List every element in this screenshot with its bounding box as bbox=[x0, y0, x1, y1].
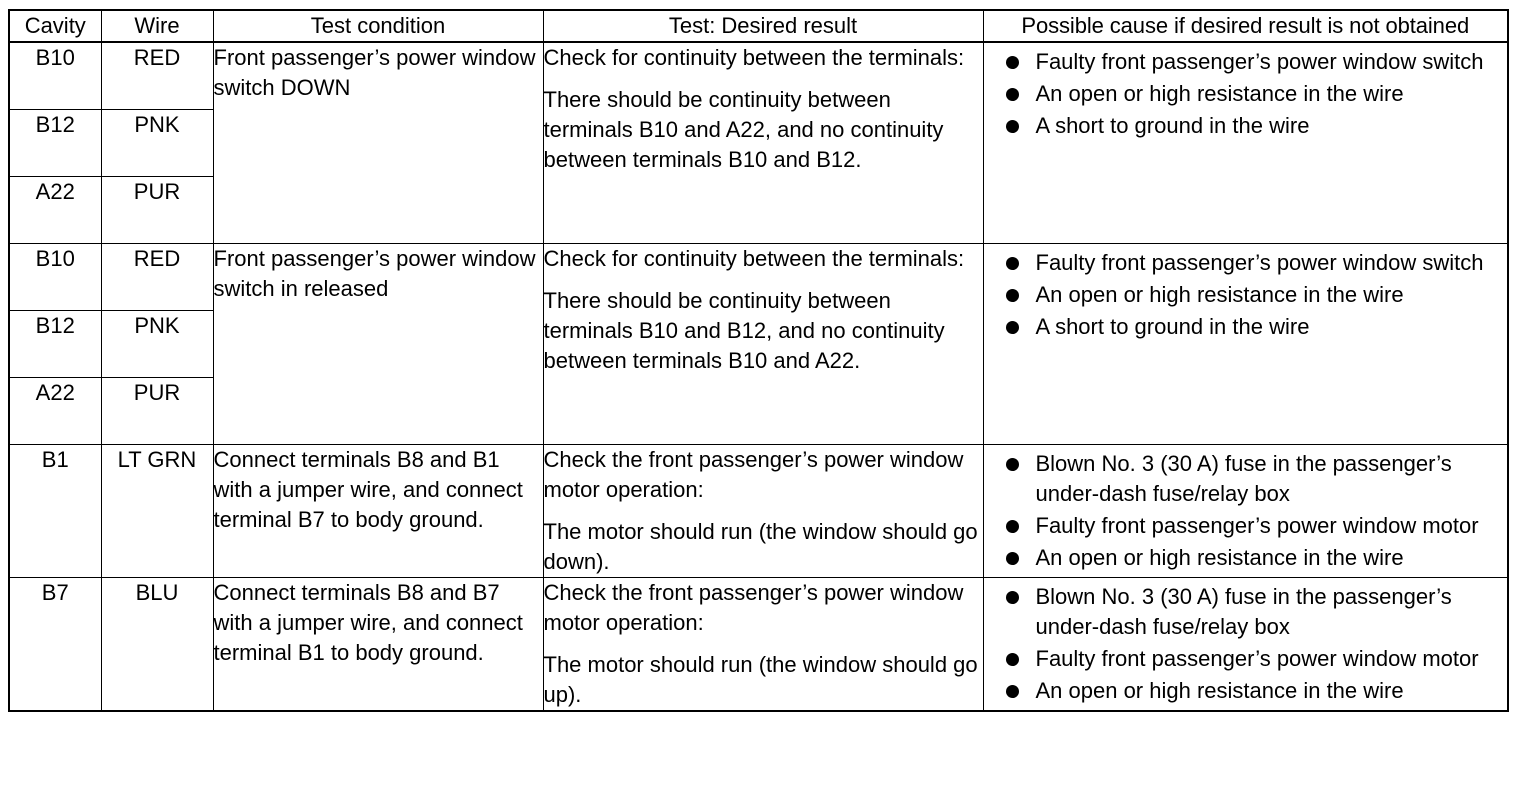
cause-item: Faulty front passenger’s power window switch bbox=[1036, 47, 1504, 77]
bullet-icon bbox=[1006, 56, 1019, 69]
cavity-cell: A22 bbox=[9, 378, 101, 445]
header-possible-cause: Possible cause if desired result is not obtained bbox=[983, 10, 1508, 42]
wire-cell: BLU bbox=[101, 578, 213, 712]
cause-list bbox=[984, 578, 1508, 706]
desired-result-cell bbox=[543, 244, 983, 445]
wire-cell: PNK bbox=[101, 110, 213, 177]
bullet-icon bbox=[1006, 120, 1019, 133]
table-row bbox=[9, 42, 1508, 110]
header-row bbox=[9, 10, 1508, 42]
cavity-cell: B12 bbox=[9, 110, 101, 177]
bullet-icon bbox=[1006, 289, 1019, 302]
wire-cell: PNK bbox=[101, 311, 213, 378]
table-row bbox=[9, 578, 1508, 712]
possible-cause-cell bbox=[983, 445, 1508, 578]
cavity-cell: B1 bbox=[9, 445, 101, 578]
result-detail: There should be continuity between terminals B10 and A22, and no continuity between terminals B10 and B12. bbox=[543, 87, 944, 172]
cause-item: An open or high resistance in the wire bbox=[1036, 676, 1504, 706]
wire-cell: LT GRN bbox=[101, 445, 213, 578]
cause-item: A short to ground in the wire bbox=[1036, 312, 1504, 342]
bullet-icon bbox=[1006, 458, 1019, 471]
bullet-icon bbox=[1006, 88, 1019, 101]
bullet-icon bbox=[1006, 552, 1019, 565]
wire-cell: RED bbox=[101, 42, 213, 110]
desired-result-cell bbox=[543, 445, 983, 578]
bullet-icon bbox=[1006, 321, 1019, 334]
cause-item: Blown No. 3 (30 A) fuse in the passenger’s under-dash fuse/relay box bbox=[1036, 449, 1504, 509]
test-condition-cell: Connect terminals B8 and B7 with a jumper wire, and connect terminal B1 to body ground. bbox=[213, 578, 543, 712]
possible-cause-cell bbox=[983, 244, 1508, 445]
cause-list bbox=[984, 43, 1508, 141]
cavity-cell: B12 bbox=[9, 311, 101, 378]
bullet-icon bbox=[1006, 520, 1019, 533]
test-condition-cell: Front passenger’s power window switch DOWN bbox=[213, 42, 543, 244]
possible-cause-cell bbox=[983, 42, 1508, 244]
table-row bbox=[9, 445, 1508, 578]
wire-cell: RED bbox=[101, 244, 213, 311]
cause-item: An open or high resistance in the wire bbox=[1036, 79, 1504, 109]
cavity-cell: B10 bbox=[9, 244, 101, 311]
bullet-icon bbox=[1006, 591, 1019, 604]
cause-item: Faulty front passenger’s power window motor bbox=[1036, 511, 1504, 541]
result-intro: Check the front passenger’s power window motor operation: bbox=[543, 447, 964, 502]
cause-item: Faulty front passenger’s power window motor bbox=[1036, 644, 1504, 674]
header-wire: Wire bbox=[101, 10, 213, 42]
header-test-condition: Test condition bbox=[213, 10, 543, 42]
test-condition-cell: Connect terminals B8 and B1 with a jumper wire, and connect terminal B7 to body ground. bbox=[213, 445, 543, 578]
wire-cell: PUR bbox=[101, 378, 213, 445]
bullet-icon bbox=[1006, 653, 1019, 666]
cavity-cell: B10 bbox=[9, 42, 101, 110]
cause-item: Blown No. 3 (30 A) fuse in the passenger’s under-dash fuse/relay box bbox=[1036, 582, 1504, 642]
cause-item: An open or high resistance in the wire bbox=[1036, 543, 1504, 573]
header-desired-result: Test: Desired result bbox=[543, 10, 983, 42]
cause-list bbox=[984, 445, 1508, 573]
diagnostic-table bbox=[8, 9, 1509, 712]
result-detail: The motor should run (the window should go down). bbox=[543, 519, 978, 574]
possible-cause-cell bbox=[983, 578, 1508, 712]
result-detail: There should be continuity between terminals B10 and B12, and no continuity between terminals B10 and A22. bbox=[543, 288, 945, 373]
result-intro: Check for continuity between the terminals: bbox=[543, 45, 965, 70]
header-cavity: Cavity bbox=[9, 10, 101, 42]
cause-item: A short to ground in the wire bbox=[1036, 111, 1504, 141]
cause-list bbox=[984, 244, 1508, 342]
desired-result-cell bbox=[543, 42, 983, 244]
cavity-cell: A22 bbox=[9, 177, 101, 244]
desired-result-cell bbox=[543, 578, 983, 712]
bullet-icon bbox=[1006, 685, 1019, 698]
result-intro: Check for continuity between the terminals: bbox=[543, 246, 965, 271]
test-condition-cell: Front passenger’s power window switch in released bbox=[213, 244, 543, 445]
cause-item: Faulty front passenger’s power window switch bbox=[1036, 248, 1504, 278]
table-row bbox=[9, 244, 1508, 311]
cause-item: An open or high resistance in the wire bbox=[1036, 280, 1504, 310]
bullet-icon bbox=[1006, 257, 1019, 270]
result-detail: The motor should run (the window should go up). bbox=[543, 652, 978, 707]
wire-cell: PUR bbox=[101, 177, 213, 244]
cavity-cell: B7 bbox=[9, 578, 101, 712]
result-intro: Check the front passenger’s power window motor operation: bbox=[543, 580, 964, 635]
